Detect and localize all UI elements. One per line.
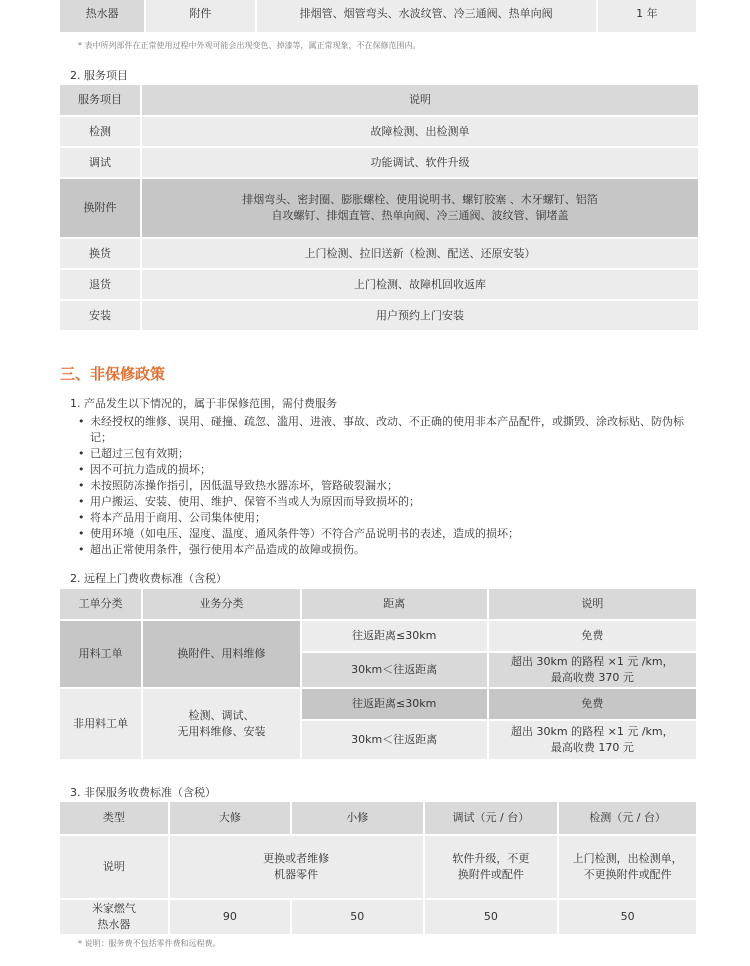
cell-line: 上门检测，出检测单， [572, 852, 683, 865]
table-header: 类型 [60, 802, 168, 834]
cell-line: 更换或者维修 [263, 852, 330, 865]
cell-line: 机器零件 [274, 868, 319, 881]
non-warranty-list [78, 414, 698, 558]
list-item: • 因不可抗力造成的损坏； [78, 462, 698, 478]
table-cell: 1 年 [598, 0, 696, 32]
service-table [58, 83, 700, 332]
list-item: • 未按照防冻操作指引，因低温导致热水器冻坏，管路破裂漏水； [78, 478, 698, 494]
table-header: 大修 [170, 802, 290, 834]
table-cell [170, 836, 423, 898]
cell-line: 米家燃气 [91, 902, 136, 915]
table-header: 服务项目 [60, 85, 140, 115]
cell-line: 超出 30km 的路程 ×1 元 /km， [511, 655, 674, 668]
table-cell: 往返距离≤30km [302, 689, 487, 719]
table-footnote: * 表中所列部件在正常使用过程中外观可能会出现变色、掉漆等，属正常现象，不在保修范围内。 [78, 41, 421, 50]
table-header: 工单分类 [60, 589, 141, 619]
table-cell: 90 [170, 900, 290, 934]
table-cell: 50 [559, 900, 696, 934]
table-header: 业务分类 [143, 589, 299, 619]
table-header: 距离 [302, 589, 487, 619]
cell-line: 不更换附件或配件 [583, 868, 672, 881]
non-warranty-heading: 1. 产品发生以下情况的，属于非保修范围，需付费服务 [70, 397, 337, 410]
table-header: 小修 [292, 802, 423, 834]
table-header: 说明 [489, 589, 696, 619]
list-item: • 将本产品用于商用、公司集体使用； [78, 510, 698, 526]
cell-line: 无用料维修、安装 [177, 725, 266, 738]
table-cell: 非用料工单 [60, 689, 141, 759]
table-cell: 用户预约上门安装 [142, 301, 698, 330]
table-cell: 50 [292, 900, 423, 934]
table-cell: 用料工单 [60, 621, 141, 687]
cell-line: 排烟弯头、密封圈、膨胀螺栓、使用说明书、螺钉胶塞 、木牙螺钉、铝箔 [242, 193, 598, 206]
cell-line: 自攻螺钉、排烟直管、热单向阀、冷三通阀、波纹管、铜堵盖 [271, 209, 569, 222]
table-cell: 换货 [60, 239, 140, 268]
table-cell [559, 836, 696, 898]
cell-line: 软件升级，不更 [452, 852, 530, 865]
table-cell [143, 689, 299, 759]
list-item: • 用户搬运、安装、使用、维护、保管不当或人为原因而导致损坏的； [78, 494, 698, 510]
table-cell: 安装 [60, 301, 140, 330]
section-title: 三、非保修政策 [60, 365, 166, 383]
table-cell [60, 900, 168, 934]
table-cell: 免费 [489, 689, 696, 719]
service-heading: 2. 服务项目 [70, 69, 128, 82]
table-cell [489, 721, 696, 759]
table-cell: 退货 [60, 270, 140, 299]
table-cell [425, 836, 558, 898]
remote-fee-heading: 2. 远程上门费收费标准（含税） [70, 572, 227, 585]
table-cell: 说明 [60, 836, 168, 898]
table-footnote: * 说明：服务费不包括零件费和远程费。 [78, 939, 221, 948]
cell-line: 换附件或配件 [457, 868, 524, 881]
service-fee-table [58, 800, 698, 936]
table-cell: 检测 [60, 117, 140, 146]
table-cell: 排烟管、烟管弯头、水波纹管、冷三通阀、热单向阀 [257, 0, 596, 32]
table-cell: 50 [425, 900, 558, 934]
cell-line: 检测、调试、 [188, 709, 255, 722]
cell-line: 热水器 [97, 918, 131, 931]
table-cell: 上门检测、拉旧送新（检测、配送、还原安装） [142, 239, 698, 268]
table-cell: 30km＜往返距离 [302, 721, 487, 759]
table-cell: 故障检测、出检测单 [142, 117, 698, 146]
table-cell: 附件 [146, 0, 254, 32]
table-header: 检测（元 / 台） [559, 802, 696, 834]
list-item: • 超出正常使用条件，强行使用本产品造成的故障或损伤。 [78, 542, 698, 558]
list-item: • 已超过三包有效期； [78, 446, 698, 462]
remote-fee-table [58, 587, 698, 761]
warranty-parts-table [58, 0, 698, 34]
table-header: 调试（元 / 台） [425, 802, 558, 834]
table-cell [489, 653, 696, 687]
table-cell: 调试 [60, 148, 140, 177]
table-header: 说明 [142, 85, 698, 115]
table-cell [142, 179, 698, 237]
table-cell: 换附件、用料维修 [143, 621, 299, 687]
cell-line: 最高收费 170 元 [550, 741, 634, 754]
table-cell: 30km＜往返距离 [302, 653, 487, 687]
table-cell: 免费 [489, 621, 696, 651]
cell-line: 超出 30km 的路程 ×1 元 /km， [511, 725, 674, 738]
list-item: • 使用环境（如电压、湿度、温度、通风条件等）不符合产品说明书的表述，造成的损坏； [78, 526, 698, 542]
list-item: • 未经授权的维修、误用、碰撞、疏忽、滥用、进液、事故、改动、不正确的使用非本产品配件，或撕毁、涂改标贴、防伪标记； [78, 414, 698, 446]
table-cell: 功能调试、软件升级 [142, 148, 698, 177]
cell-line: 最高收费 370 元 [550, 671, 634, 684]
table-cell: 上门检测、故障机回收返库 [142, 270, 698, 299]
table-cell: 换附件 [60, 179, 140, 237]
table-cell: 往返距离≤30km [302, 621, 487, 651]
table-cell: 热水器 [60, 0, 144, 32]
service-fee-heading: 3. 非保服务收费标准（含税） [70, 786, 216, 799]
